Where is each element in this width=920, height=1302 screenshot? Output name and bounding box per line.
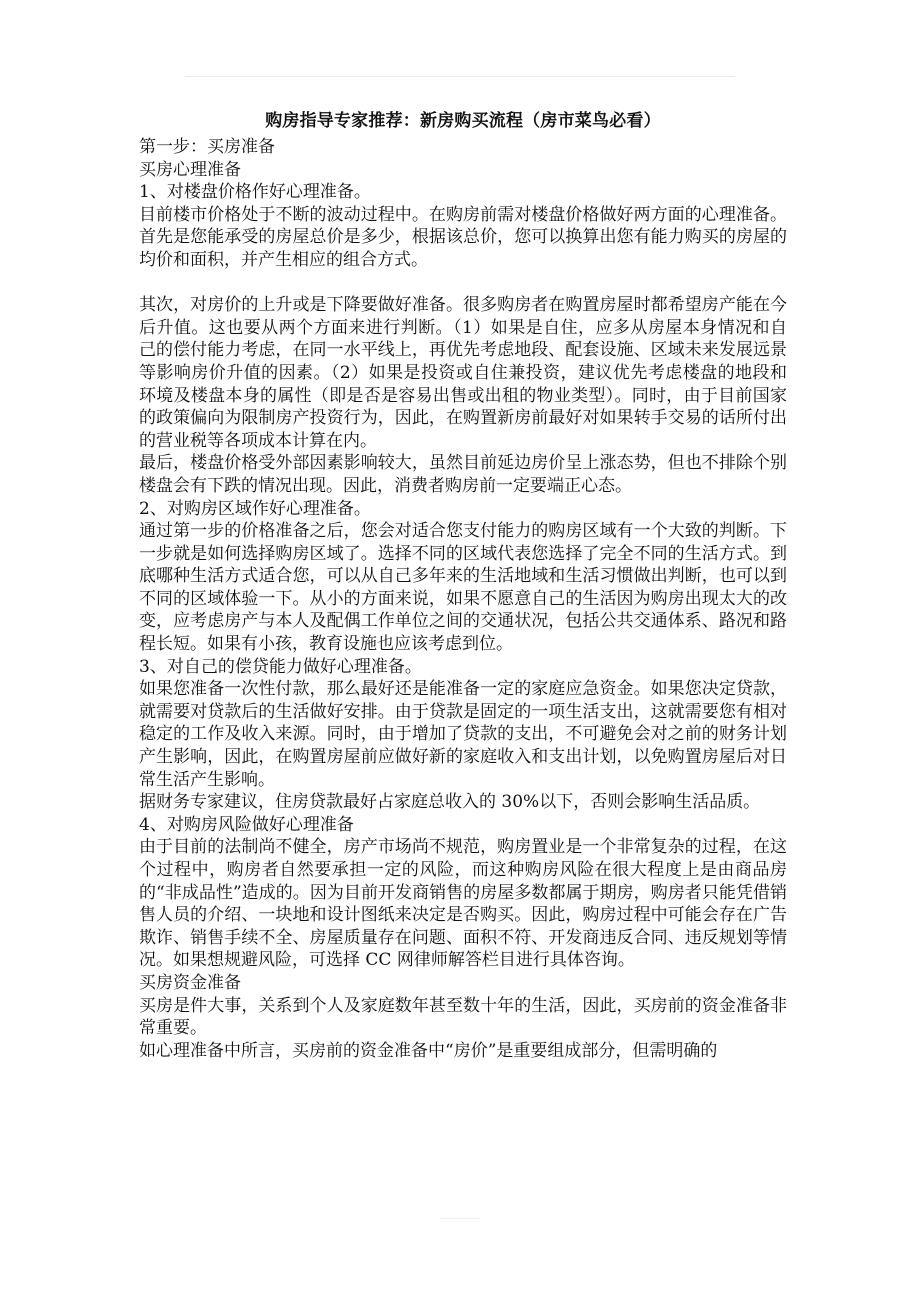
footer-mark xyxy=(440,1218,480,1219)
subheading-risk-preparation: 4、对购房风险做好心理准备 xyxy=(139,814,354,835)
document-title: 购房指导专家推荐：新房购买流程（房市菜鸟必看） xyxy=(265,111,661,131)
paragraph-funds-importance: 买房是件大事，关系到个人及家庭数年甚至数十年的生活，因此，买房前的资金准备非常重要。 xyxy=(139,995,787,1039)
heading-psychological-preparation: 买房心理准备 xyxy=(139,159,241,180)
heading-step-one: 第一步：买房准备 xyxy=(139,137,275,157)
paragraph-area-selection: 通过第一步的价格准备之后，您会对适合您支付能力的购房区域有一个大致的判断。下一步就是如何选择购房区域了。选择不同的区域代表您选择了完全不同的生活方式。到底哪种生活方式适合您，可以从自己多年来的生活地域和生活习惯做出判断，也可以到不同的区域体验一下。从小的方面来说，如果不愿意自己的生活因为购房出现太大的改变，应考虑房产与本人及配偶工作单位之间的交通状况，包括公共交通体系、路况和路程长短。如果有小孩，教育设施也应该考虑到位。 xyxy=(139,521,787,655)
paragraph-funds-price: 如心理准备中所言，买房前的资金准备中“房价”是重要组成部分，但需明确的 xyxy=(139,1040,718,1061)
paragraph-repayment: 如果您准备一次性付款，那么最好还是能准备一定的家庭应急资金。如果您决定贷款，就需要对贷款后的生活做好安排。由于贷款是固定的一项生活支出，这就需要您有相对稳定的工作及收入来源。同时，由于增加了贷款的支出，不可避免会对之前的财务计划产生影响，因此，在购置房屋前应做好新的家庭收入和支出计划，以免购置房屋后对日常生活产生影响。 xyxy=(139,679,787,790)
subheading-price-preparation: 1、对楼盘价格作好心理准备。 xyxy=(139,182,371,203)
blank-line xyxy=(139,272,787,295)
paragraph-risk: 由于目前的法制尚不健全，房产市场尚不规范，购房置业是一个非常复杂的过程，在这个过程中，购房者自然要承担一定的风险，而这种购房风险在很大程度上是由商品房的“非成品性”造成的。因为目前开发商销售的房屋多数都属于期房，购房者只能凭借销售人员的介绍、一块地和设计图纸来决定是否购买。因此，购房过程中可能会存在广告欺诈、销售手续不全、房屋质量存在问题、面积不符、开发商违反合同、违反规划等情况。如果想规避风险，可选择 CC 网律师解答栏目进行具体咨询。 xyxy=(139,837,787,971)
paragraph-price-mindset: 最后，楼盘价格受外部因素影响较大，虽然目前延边房价呈上涨态势，但也不排除个别楼盘会有下跌的情况出现。因此，消费者购房前一定要端正心态。 xyxy=(139,453,787,496)
paragraph-expert-advice: 据财务专家建议，住房贷款最好占家庭总收入的 30%以下，否则会影响生活品质。 xyxy=(139,792,761,813)
header-divider xyxy=(185,76,735,77)
paragraph-price-intro: 目前楼市价格处于不断的波动过程中。在购房前需对楼盘价格做好两方面的心理准备。首先是您能承受的房屋总价是多少，根据该总价，您可以换算出您有能力购买的房屋的均价和面积，并产生相应的组合方式。 xyxy=(139,204,787,270)
document-page xyxy=(139,107,787,1062)
heading-funds-preparation: 买房资金准备 xyxy=(139,972,241,993)
paragraph-price-trend: 其次，对房价的上升或是下降要做好准备。很多购房者在购置房屋时都希望房产能在今后升值。这也要从两个方面来进行判断。（1）如果是自住，应多从房屋本身情况和自己的偿付能力考虑，在同一水平线上，再优先考虑地段、配套设施、区域未来发展远景等影响房价升值的因素。（2）如果是投资或自住兼投资，建议优先考虑楼盘的地段和环境及楼盘本身的属性（即是否是容易出售或出租的物业类型）。同时，由于目前国家的政策偏向为限制房产投资行为，因此，在购置新房前最好对如果转手交易的话所付出的营业税等各项成本计算在内。 xyxy=(139,295,787,451)
subheading-repayment-preparation: 3、对自己的偿贷能力做好心理准备。 xyxy=(139,656,422,677)
subheading-area-preparation: 2、对购房区域作好心理准备。 xyxy=(139,498,371,519)
